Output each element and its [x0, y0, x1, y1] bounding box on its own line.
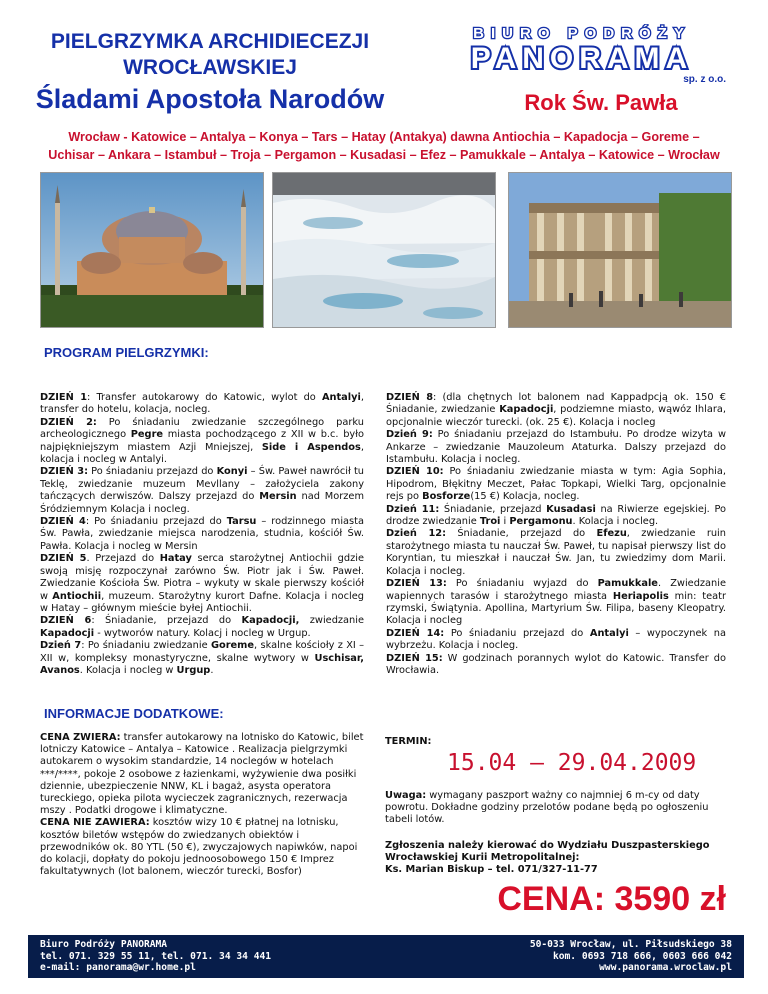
program-day: Dzień 7: Po śniadaniu zwiedzanie Goreme, skalne kościoły z XI – XII w, kompleksy monastyryczne, skalne wytwory w Uschisar, Avanos. Kolacja i nocleg w Urgup. [40, 640, 364, 676]
info-heading: INFORMACJE DODATKOWE: [44, 706, 224, 721]
program-day: DZIEŃ 15: W godzinach porannych wylot do Katowic. Transfer do Wrocławia. [386, 652, 726, 676]
excludes-label: CENA NIE ZAWIERA: [40, 817, 150, 829]
registration-info [385, 840, 725, 877]
program-day: DZIEŃ 6: Śniadanie, przejazd do Kapadocji, zwiedzanie Kapadocji - wytworów natury. Kolacj i nocleg w Urgup. [40, 615, 365, 639]
footer-website[interactable]: www.panorama.wroclaw.pl [599, 962, 732, 974]
program-day: DZIEŃ 1: Transfer autokarowy do Katowic, wylot do Antalyi, transfer do hotelu, kolacja, nocleg. [40, 392, 365, 416]
svg-text:sp. z o.o.: sp. z o.o. [683, 74, 726, 85]
program-day: DZIEŃ 8: (dla chętnych lot balonem nad Kappadpcją ok. 150 € Śniadanie, zwiedzanie Kapadocji, podziemne miasto, wąwóz Ihlara, opcjonalnie wieczór turecki. (ok. 25 €). Kolacja i nocleg [386, 392, 727, 428]
program-heading: PROGRAM PIELGRZYMKI: [44, 345, 209, 360]
celsus-library-photo [508, 172, 732, 328]
footer-phones: tel. 071. 329 55 11, tel. 071. 34 34 441 [40, 950, 272, 962]
panorama-logo [432, 24, 732, 100]
price-includes [40, 732, 366, 878]
title-subtitle: Śladami Apostoła Narodów [35, 84, 385, 114]
registration-text: Zgłoszenia należy kierować do Wydziału Duszpasterskiego Wrocławskiej Kurii Metropolitalnej: [385, 840, 710, 864]
price: CENA: 3590 zł [497, 880, 726, 918]
footer [28, 935, 744, 978]
excludes-text: kosztów wizy 10 € płatnej na lotnisku, kosztów biletów wstępów do zwiedzanych obiektów i przewodników ok. 80 YTL (50 €), zwyczajowych napiwków, napoi do kolacji, dopłaty do pokoju jednoosobowego 150 € Imprez fakultatywnych (lot balonem, wieczór turecki, Bosfor) [40, 817, 358, 878]
notice [385, 790, 725, 827]
program-day: Dzień 11: Śniadanie, przejazd Kusadasi na Riwierze egejskiej. Po drodze zwiedzanie Troi i Pergamonu. Kolacja i nocleg. [386, 503, 726, 528]
program-day: DZIEŃ 13: Po śniadaniu wyjazd do Pamukkale. Zwiedzanie wapiennych tarasów i starożytnego miasta Heriapolis min: teatr rzymski, Świątynia. Apollina, Martyrium Św. Filipa, baseny Kleopatry. Kolacja i nocleg [386, 578, 727, 627]
program-day: DZIEŃ 5. Przejazd do Hatay serca starożytnej Antiochii gdzie swoją misję rozpoczynał zarówno Św. Piotr jak i Św. Paweł. Zwiedzanie Kościoła Św. Piotra – wykuty w skale pierwszy kościół w Antiochii, muzeum. Starożytny kurort Dafne. Kolacja i nocleg w Hatay – głównym mieście byłej Antiochii. [40, 553, 364, 614]
program-day: DZIEŃ 3: Po śniadaniu przejazd do Konyi – Św. Paweł nawrócił tu Teklę, zwiedzanie muzeum Mevllany – założyciela zakony tańczących derwiszów. Dalszy przejazd do Mersin nad Morzem Śródziemnym Kolacja i nocleg. [40, 466, 365, 515]
svg-text:PANORAMA: PANORAMA [470, 42, 694, 75]
program-day: Dzień 12: Śniadanie, przejazd do Efezu, zwiedzanie ruin starożytnego miasta tu nauczał Św. Paweł, tu napisał pierwszy list do Koryntian, tu mieszkał i nauczał Św. Jan, tu zwiedzimy dom Marii. Kolacja i nocleg. [386, 528, 726, 577]
includes-text: transfer autokarowy na lotnisko do Katowic, bilet lotniczy Katowice – Antalya – Katowice . Realizacja pielgrzymki autokarem o wysokim standardzie, 14 noclegów w hotelach ***/****, pokoje 2 osobowe z łazienkami, wyżywienie dwa posiłki dziennie, ubezpieczenie NNW, KL i bagaż, asysta operatora tureckiego, opieka pilota wycieczek zagranicznych, rezerwacja mszy . Podatki drogowe i klimatyczne. [40, 732, 364, 817]
program-day: DZIEŃ 14: Po śniadaniu przejazd do Antalyi – wypoczynek na wybrzeżu. Kolacja i nocleg. [386, 627, 726, 652]
title-line-2: WROCŁAWSKIEJ [123, 56, 297, 79]
includes-label: CENA ZWIERA: [40, 732, 121, 743]
program-day: DZIEŃ 2: Po śniadaniu zwiedzanie szczególnego parku archeologicznego Pegre miasta pochodzącego z XII w b.c. było najpiękniejszym miastem Azji Mniejszej, Side i Aspendos, kolacja i nocleg w Antalyi. [40, 416, 364, 466]
title-line-1: PIELGRZYMKA ARCHIDIECEZJI [50, 30, 370, 53]
notice-label: Uwaga: [385, 790, 427, 801]
term-dates: 15.04 – 29.04.2009 [447, 750, 697, 776]
footer-email[interactable]: e-mail: panorama@wr.home.pl [40, 962, 196, 974]
footer-company: Biuro Podróży PANORAMA [40, 939, 168, 950]
program-day: Dzień 9: Po śniadaniu przejazd do Istambułu. Po drodze wizyta w Ankarze – zwiedzanie Mauzoleum Ataturka. Dalszy przejazd do Istambułu. Kolacja i nocleg. [386, 429, 726, 466]
footer-address: 50-033 Wrocław, ul. Piłsudskiego 38 [529, 939, 732, 950]
term-label: TERMIN: [385, 736, 432, 747]
program-day: DZIEŃ 4: Po śniadaniu przejazd do Tarsu – rodzinnego miasta Św. Pawła, zwiedzanie miejsca narodzenia, studnia, kościół Św. Pawła. Kolacja i nocleg w Mersin [40, 516, 365, 552]
svg-text:BIURO PODRÓŻY: BIURO PODRÓŻY [473, 25, 691, 42]
year-of-st-paul: Rok Św. Pawła [524, 90, 678, 115]
program-left-column [40, 392, 364, 677]
hagia-sophia-photo [40, 172, 264, 328]
program-right-column [386, 392, 726, 677]
route [20, 128, 748, 164]
notice-text: wymagany paszport ważny co najmniej 6 m-cy od daty powrotu. Dokładne godziny przelotów podane będą po ogłoszeniu tabeli lotów. [385, 790, 709, 826]
route-line-1: Wrocław - Katowice – Antalya – Konya – Tars – Hatay (Antakya) dawna Antiochia – Kapadocja – Goreme – [68, 130, 700, 144]
route-line-2: Uchisar – Ankara – Istambuł – Troja – Pergamon – Kusadasi – Efez – Pamukkale – Antalya – Katowice – Wrocław [48, 148, 720, 162]
registration-contact: Ks. Marian Biskup – tel. 071/327-11-77 [385, 864, 598, 876]
pamukkale-photo [272, 172, 496, 328]
program-day: DZIEŃ 10: Po śniadaniu zwiedzanie miasta w tym: Agia Sophia, Hipodrom, Błękitny Meczet, Pałac Topkapi, Wielki Targ, opcjonalnie rejs po Bosforze(15 €) Kolacja, nocleg. [386, 466, 727, 503]
footer-mobiles: kom. 0693 718 666, 0603 666 042 [552, 950, 732, 962]
